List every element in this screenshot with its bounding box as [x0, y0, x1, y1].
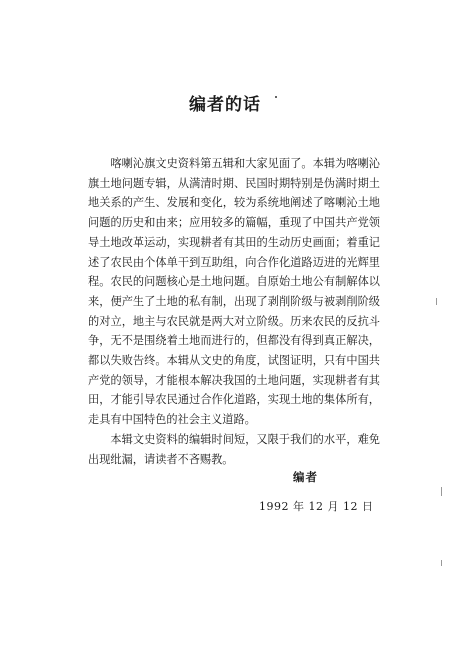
- date: 1992 年 12 月 12 日: [259, 500, 374, 513]
- paragraph-1: 喀喇沁旗文史资料第五辑和大家见面了。本辑为喀喇沁旗土地问题专辑，从满清时期、民国时期特别是伪满时期土地关系的产生、发展和变化，较为系统地阐述了喀喇沁土地问题的历史和由来；应用较多的篇幅，重现了中国共产党领导土地改革运动，实现耕者有其田的生动历史画面；着重记述了农民由个体单干到互助组，向合作化道路迈进的光辉里程。农民的问题核心是土地问题。自原始土地公有制解体以来，便产生了土地的私有制，出现了剥削阶级与被剥削阶级的对立，地主与农民就是两大对立阶级。历来农民的反抗斗争，无不是围绕着土地而进行的，但都没有得到真正解决，都以失败告终。本辑从文史的角度，试图证明，只有中国共产党的领导，才能根本解决我国的土地问题，实现耕者有其田，才能引导农民通过合作化道路，实现土地的集体所有，走具有中国特色的社会主义道路。: [88, 157, 380, 427]
- signature: 编者: [293, 470, 318, 484]
- scan-speck: [275, 96, 277, 98]
- scan-mark: [441, 487, 442, 496]
- page-title: 编者的话: [189, 95, 261, 115]
- scan-mark: [441, 560, 442, 566]
- paragraph-2: 本辑文史资料的编辑时间短，又限于我们的水平，难免出现纰漏，请读者不吝赐教。: [88, 432, 380, 466]
- scan-mark: [436, 298, 437, 305]
- body-text: [88, 154, 380, 469]
